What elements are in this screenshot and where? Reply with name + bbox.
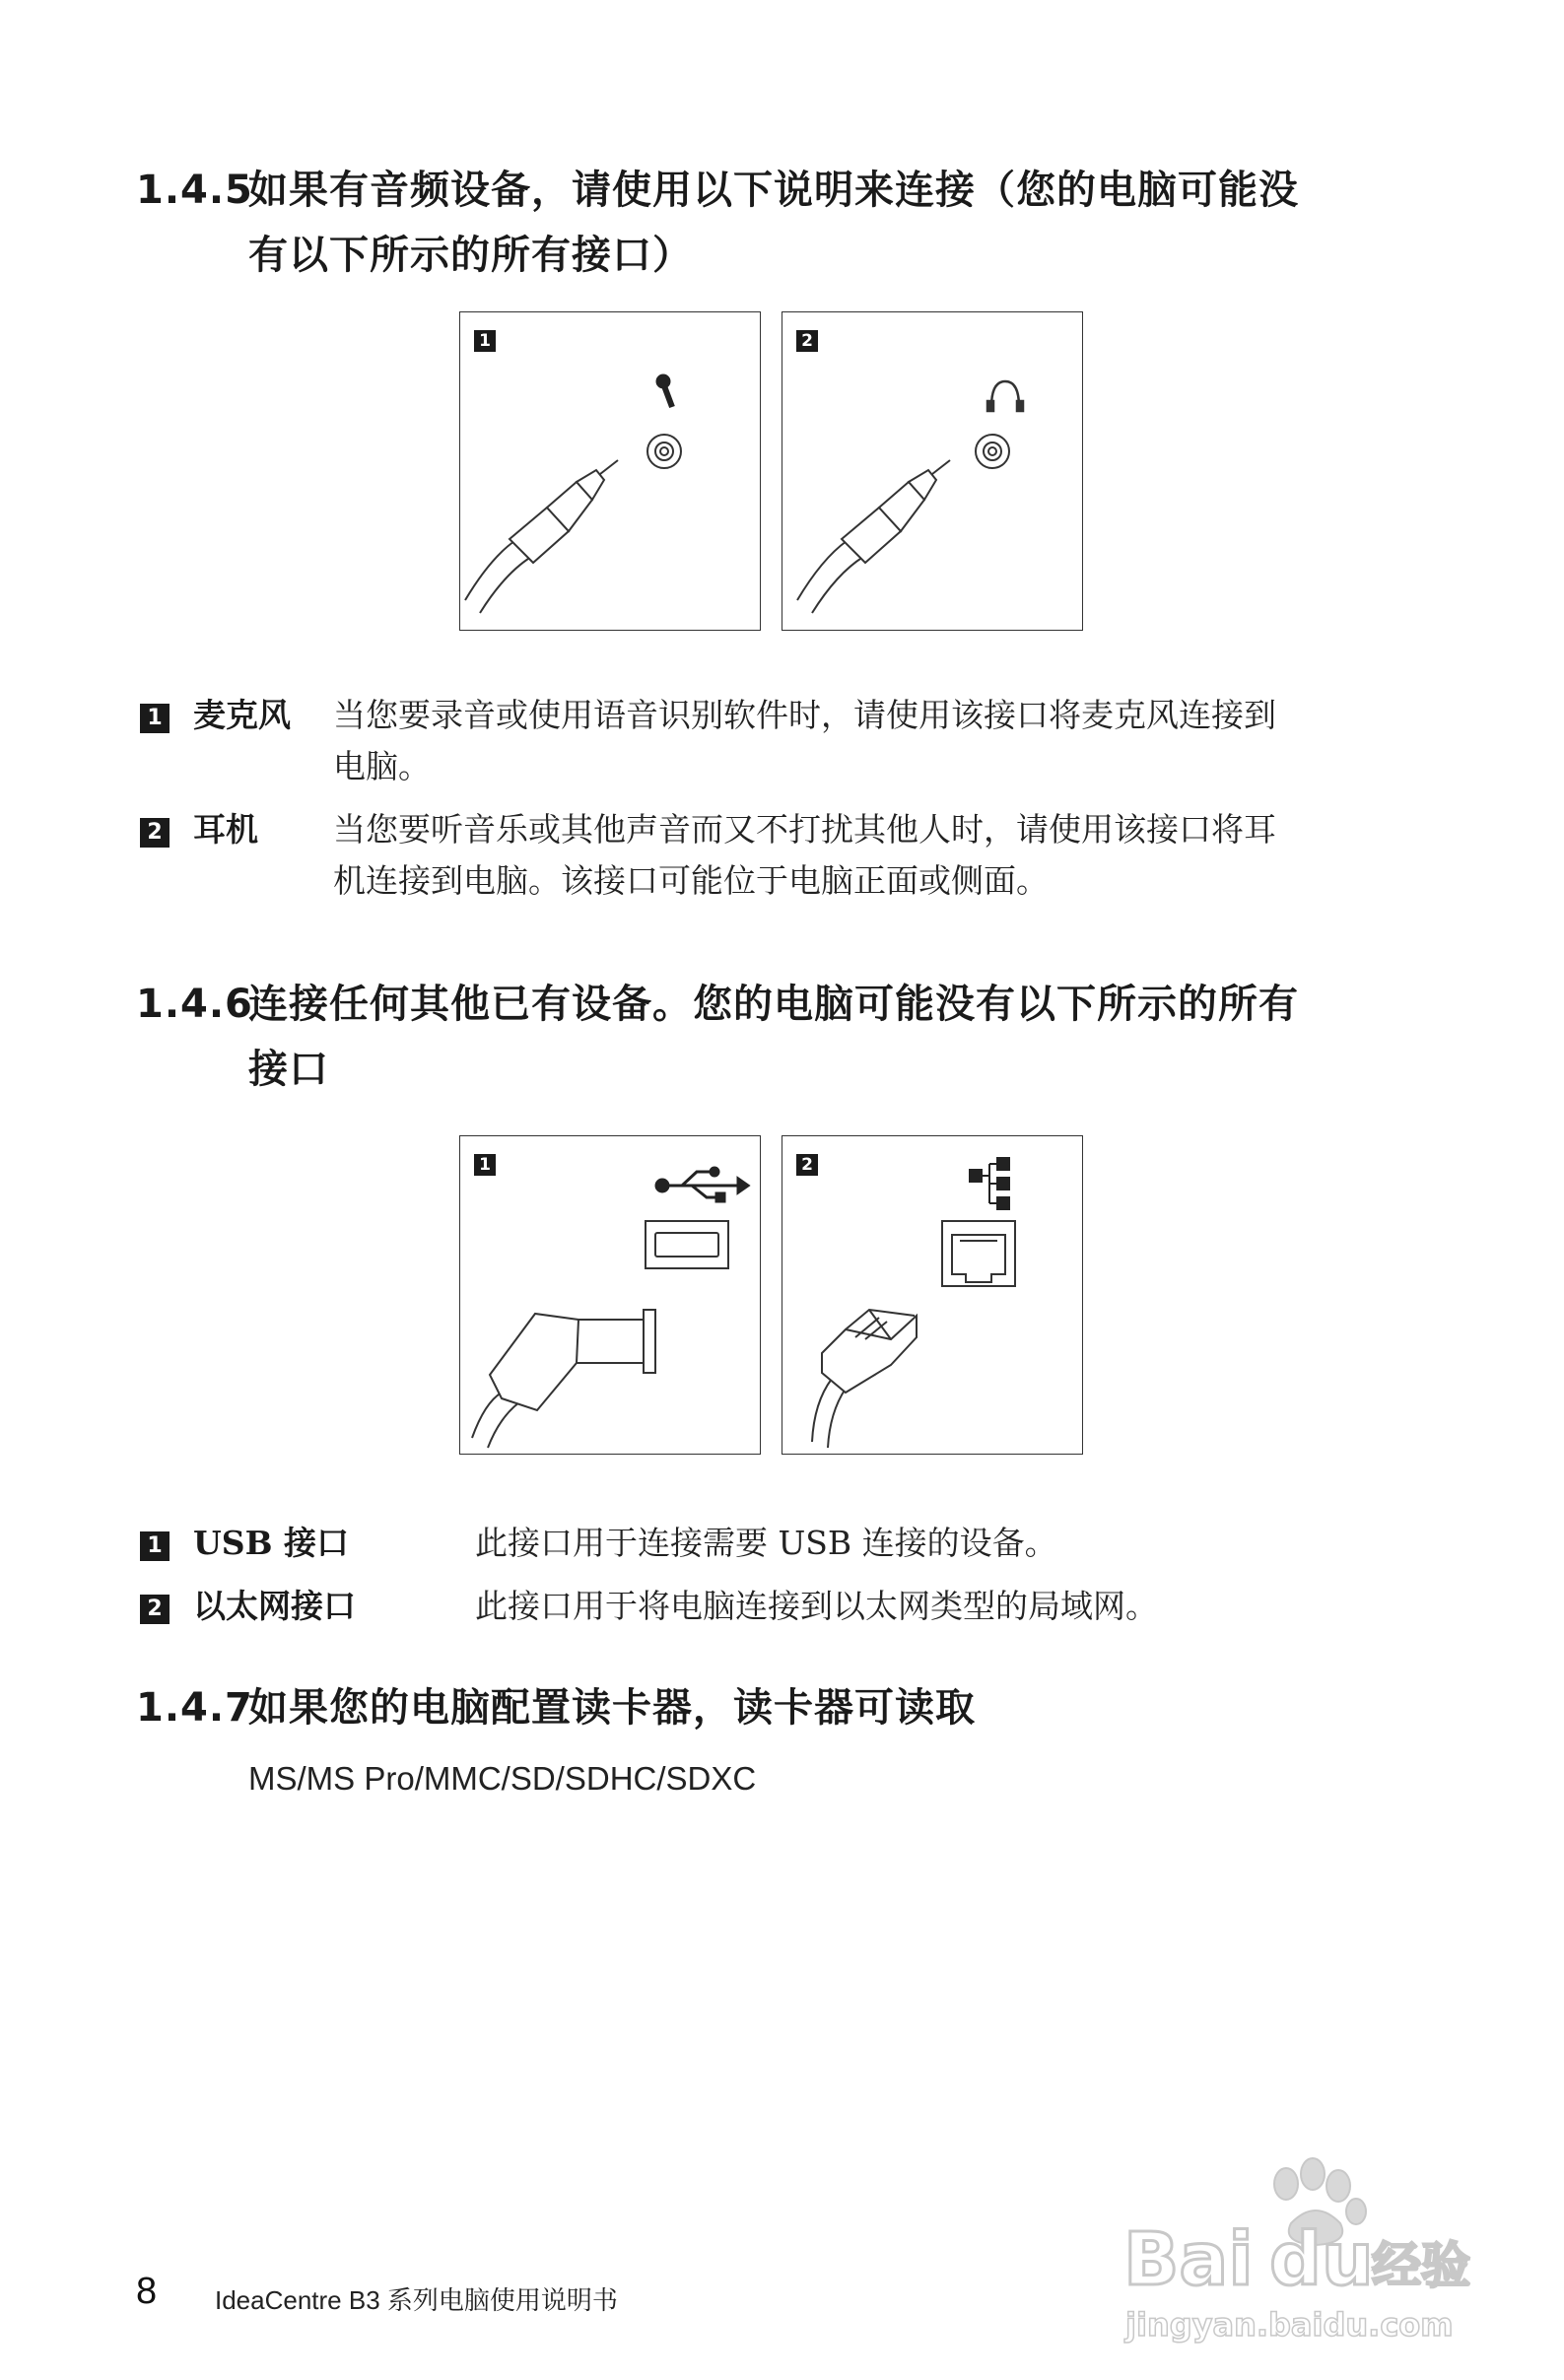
item-badge: 2 — [140, 818, 170, 848]
figure-usb-port — [459, 1135, 761, 1455]
card-formats-text: MS/MS Pro/MMC/SD/SDHC/SDXC — [248, 1760, 757, 1797]
rj45-plug — [812, 1310, 917, 1448]
headphone-icon — [987, 381, 1023, 411]
section-title-line2: 有以下所示的所有接口） — [248, 233, 693, 278]
section-title-line1: 如果您的电脑配置读卡器，读卡器可读取 — [248, 1685, 976, 1731]
audio-jack-port — [647, 435, 681, 468]
svg-text:du: du — [1269, 2217, 1374, 2302]
section-number: 1.4.7 — [136, 1685, 253, 1731]
figure-microphone-jack — [459, 311, 761, 631]
item-badge: 1 — [140, 704, 170, 733]
figure-headphone-jack — [782, 311, 1083, 631]
item-text-line1: 当您要录音或使用语音识别软件时，请使用该接口将麦克风连接到 — [333, 696, 1276, 734]
figure-badge: 2 — [796, 330, 818, 352]
audio-plug — [797, 460, 950, 613]
svg-text:Bai: Bai — [1123, 2217, 1254, 2302]
item-text-line1: 此接口用于连接需要 USB 连接的设备。 — [475, 1524, 1057, 1562]
description-headphone — [140, 804, 1421, 913]
item-term: 耳机 — [193, 810, 258, 849]
section-number: 1.4.5 — [136, 168, 253, 213]
item-text-line1: 此接口用于将电脑连接到以太网类型的局域网。 — [475, 1587, 1158, 1625]
item-term: 麦克风 — [193, 696, 291, 734]
section-number: 1.4.6 — [136, 982, 253, 1027]
item-text-line1: 当您要听音乐或其他声音而又不打扰其他人时，请使用该接口将耳 — [333, 810, 1276, 849]
item-badge: 2 — [140, 1595, 170, 1624]
rj45-port — [942, 1221, 1015, 1286]
audio-jack-port — [976, 435, 1009, 468]
usb-port — [646, 1221, 728, 1268]
item-term: USB 接口 — [193, 1524, 349, 1562]
usb-icon — [656, 1168, 748, 1201]
item-term: 以太网接口 — [193, 1587, 356, 1625]
section-heading-1-4-6 — [136, 972, 1417, 1102]
page-number: 8 — [136, 2271, 158, 2312]
section-title-line2: 接口 — [248, 1047, 329, 1092]
audio-plug — [465, 460, 618, 613]
item-text-line2: 机连接到电脑。该接口可能位于电脑正面或侧面。 — [333, 861, 1049, 900]
baidu-watermark-logo — [1104, 2148, 1498, 2346]
item-badge: 1 — [140, 1531, 170, 1561]
network-icon — [970, 1158, 1009, 1209]
microphone-icon — [656, 374, 672, 407]
section-title-line1: 如果有音频设备，请使用以下说明来连接（您的电脑可能没 — [248, 168, 1299, 213]
svg-text:经验: 经验 — [1372, 2237, 1470, 2294]
footer-title: IdeaCentre B3 系列电脑使用说明书 — [215, 2285, 618, 2315]
figure-ethernet-port — [782, 1135, 1083, 1455]
usb-plug — [472, 1310, 655, 1448]
figure-badge: 1 — [474, 330, 496, 352]
description-ethernet — [140, 1581, 1421, 1634]
figure-badge: 1 — [474, 1154, 496, 1176]
figure-badge: 2 — [796, 1154, 818, 1176]
description-usb — [140, 1518, 1421, 1571]
section-heading-1-4-7 — [136, 1675, 1417, 1740]
svg-text:jingyan.baidu.com: jingyan.baidu.com — [1125, 2306, 1454, 2344]
item-text-line2: 电脑。 — [333, 747, 431, 785]
description-microphone — [140, 690, 1421, 798]
section-title-line1: 连接任何其他已有设备。您的电脑可能没有以下所示的所有 — [248, 982, 1299, 1027]
section-heading-1-4-5 — [136, 158, 1417, 288]
